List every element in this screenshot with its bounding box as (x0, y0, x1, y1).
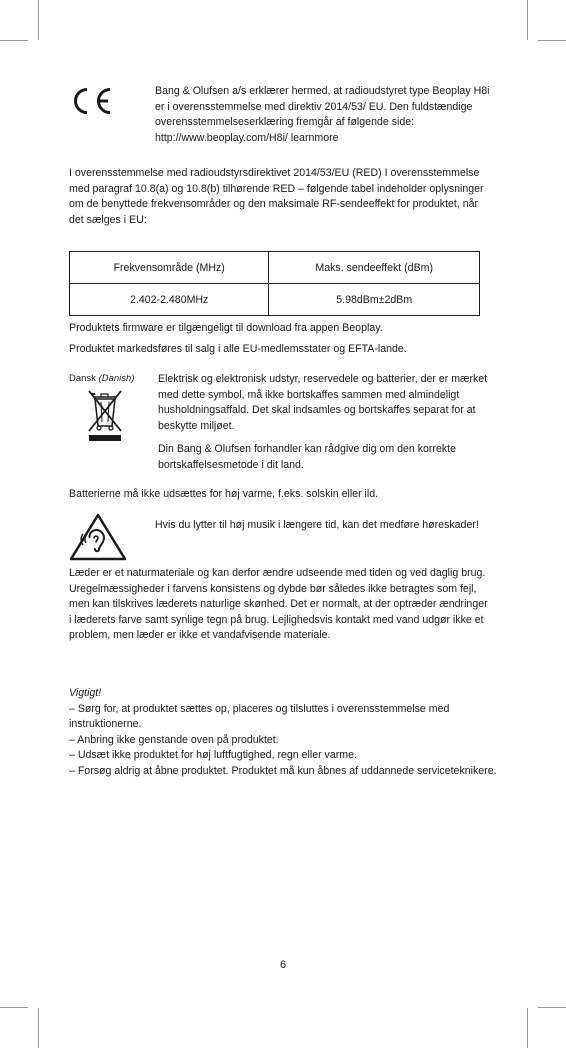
list-item: – Udsæt ikke produktet for høj luftfugtighed, regn eller varme. (69, 749, 357, 761)
crop-mark (538, 40, 566, 41)
firmware-note: Produktets firmware er tilgængeligt til download fra appen Beoplay. (69, 322, 383, 334)
red-statement: I overensstemmelse med radioudstyrsdirektivet 2014/53/EU (RED) I overensstemmelse med paragraf 10.8(a) og 10.8(b) tilhørende RED – følgende tabel indeholder oplysninger om de benyttede frekvensområder og den maksimale RF-sendeeffekt for produktet, når det sælges i EU: (69, 167, 484, 226)
crop-mark (0, 40, 28, 41)
ce-declaration: Bang & Olufsen a/s erklærer hermed, at radioudstyret type Beoplay H8i er i overensstemmelse med direktiv 2014/53/ EU. Den fuldstændige overensstemmelseserklæring fremgår af følgende side: http://www.beoplay.com/H8i/ learnmore (155, 85, 490, 144)
list-item: – Forsøg aldrig at åbne produktet. Produktet må kun åbnes af uddannede serviceteknikere. (69, 764, 497, 777)
dealer-notice: Din Bang & Olufsen forhandler kan rådgive dig om den korrekte bortskaffelsesmetode i dit land. (158, 443, 456, 471)
crop-mark (527, 1008, 528, 1048)
page-number: 6 (279, 959, 287, 971)
list-item: – Sørg for, at produktet sættes op, placeres og tilsluttes i overensstemmelse med instruktionerne. (69, 702, 450, 730)
language-name: Dansk (69, 373, 96, 384)
hearing-warning-text: Hvis du lytter til høj musik i længere tid, kan det medføre høreskader! (155, 519, 479, 531)
table-cell: 2.402-2.480MHz (70, 284, 269, 316)
list-item: – Anbring ikke genstande oven på produktet. (69, 733, 279, 746)
crop-mark (538, 1007, 566, 1008)
leather-notice: Læder er et naturmateriale og kan derfor ændre udseende med tiden og ved daglig brug. Uregelmæssigheder i farvens konsistens og dybde bør således ikke betragtes som fejl, men kan tilskrives læderets naturlige skønhed. Det er normalt, at der optræder ændringer i læderets farve samt synlige tegn på brug. Lejlighedsvis kontakt med vand udgør ikke et problem, men læder er ikke et vandafvisende materiale. (69, 567, 488, 641)
hearing-warning-icon (68, 512, 128, 562)
ce-mark-icon (68, 86, 114, 116)
crop-mark (527, 0, 528, 40)
weee-notice: Elektrisk og elektronisk udstyr, reservedele og batterier, der er mærket med dette symbol, må ikke bortskaffes sammen med almindeligt husholdningsaffald. Det skal indsamles og bortskaffes separat for at beskytte miljøet. (158, 373, 488, 432)
table-header-row (70, 252, 480, 284)
table-cell: 5.98dBm±2dBm (269, 284, 480, 316)
table-row (70, 284, 480, 316)
frequency-table (69, 251, 480, 316)
market-note: Produktet markedsføres til salg i alle EU-medlemsstater og EFTA-lande. (69, 343, 407, 355)
important-section (69, 686, 499, 779)
crop-mark (38, 1008, 39, 1048)
table-header-cell: Frekvensområde (MHz) (70, 252, 269, 284)
language-label (69, 373, 134, 384)
crossed-bin-icon (86, 388, 124, 442)
table-header-cell: Maks. sendeeffekt (dBm) (269, 252, 480, 284)
crop-mark (38, 0, 39, 40)
crop-mark (0, 1007, 28, 1008)
language-english: (Danish) (98, 373, 135, 384)
battery-warning: Batterierne må ikke udsættes for høj varme, f.eks. solskin eller ild. (69, 488, 379, 500)
important-heading: Vigtigt! (69, 687, 102, 699)
